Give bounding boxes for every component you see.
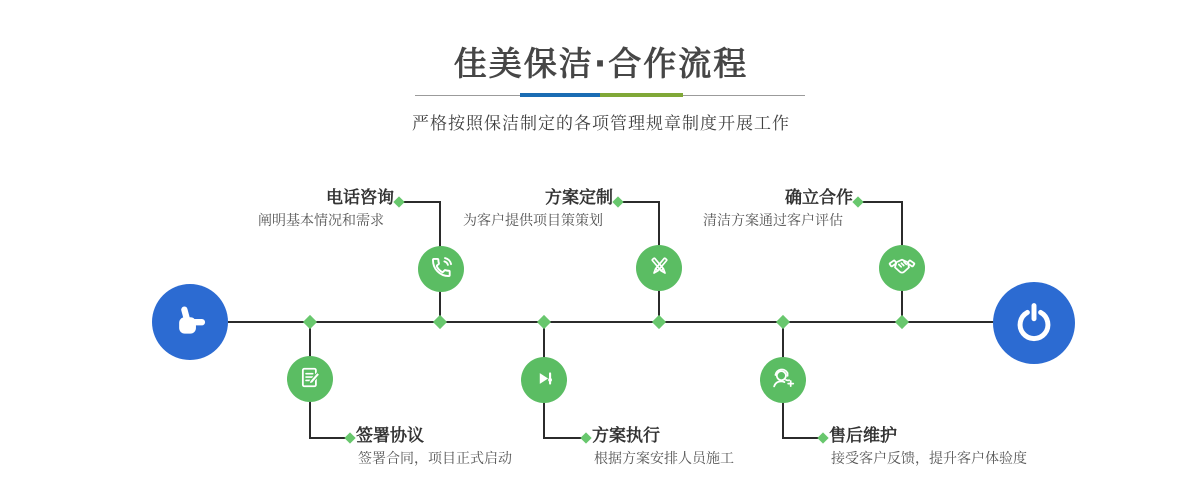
step-label <box>592 426 734 469</box>
connector-corner <box>400 201 441 203</box>
page-title: 佳美保洁·合作流程 <box>453 44 749 83</box>
step-desc: 根据方案安排人员施工 <box>594 451 734 467</box>
power-icon <box>1012 299 1056 347</box>
label-diamond <box>344 432 355 443</box>
start-node <box>152 284 228 360</box>
step-label <box>829 426 1027 469</box>
step-label <box>356 426 512 469</box>
step-icon-circle <box>879 245 925 291</box>
node-diamond <box>537 315 551 329</box>
hand-pointer-icon <box>169 299 211 345</box>
step-icon-circle <box>418 246 464 292</box>
connector-corner <box>860 201 903 203</box>
node-diamond <box>303 315 317 329</box>
crossed-pencils-icon <box>646 253 673 284</box>
step-title: 确立合作 <box>785 188 853 208</box>
timeline-line <box>228 321 994 323</box>
step-title: 方案定制 <box>545 188 613 208</box>
step-desc: 阐明基本情况和需求 <box>258 213 384 229</box>
step-desc: 清洁方案通过客户评估 <box>703 213 843 229</box>
step-desc: 为客户提供项目策策划 <box>463 213 603 229</box>
end-node <box>993 282 1075 364</box>
node-diamond <box>652 315 666 329</box>
connector-corner <box>620 201 660 203</box>
step-icon-circle <box>287 356 333 402</box>
play-slider-icon <box>531 365 558 396</box>
step-title: 签署协议 <box>356 426 424 446</box>
contract-pen-icon <box>297 364 324 395</box>
step-desc: 签署合同，项目正式启动 <box>358 451 512 467</box>
headset-support-icon <box>769 364 797 396</box>
step-label <box>463 188 613 231</box>
node-diamond <box>776 315 790 329</box>
label-diamond <box>393 196 404 207</box>
step-icon-circle <box>521 357 567 403</box>
phone-icon <box>428 254 455 285</box>
step-icon-circle <box>760 357 806 403</box>
node-diamond <box>433 315 447 329</box>
divider-accent-green <box>600 93 683 97</box>
page-subtitle: 严格按照保洁制定的各项管理规章制度开展工作 <box>412 114 790 134</box>
step-icon-circle <box>636 245 682 291</box>
step-title: 售后维护 <box>829 426 897 446</box>
label-diamond <box>580 432 591 443</box>
step-label <box>703 188 853 231</box>
label-diamond <box>817 432 828 443</box>
step-title: 方案执行 <box>592 426 660 446</box>
step-label <box>258 188 394 231</box>
step-desc: 接受客户反馈，提升客户体验度 <box>831 451 1027 467</box>
node-diamond <box>895 315 909 329</box>
divider-accent-blue <box>520 93 600 97</box>
handshake-icon <box>888 252 916 284</box>
label-diamond <box>612 196 623 207</box>
label-diamond <box>852 196 863 207</box>
step-title: 电话咨询 <box>326 188 394 208</box>
